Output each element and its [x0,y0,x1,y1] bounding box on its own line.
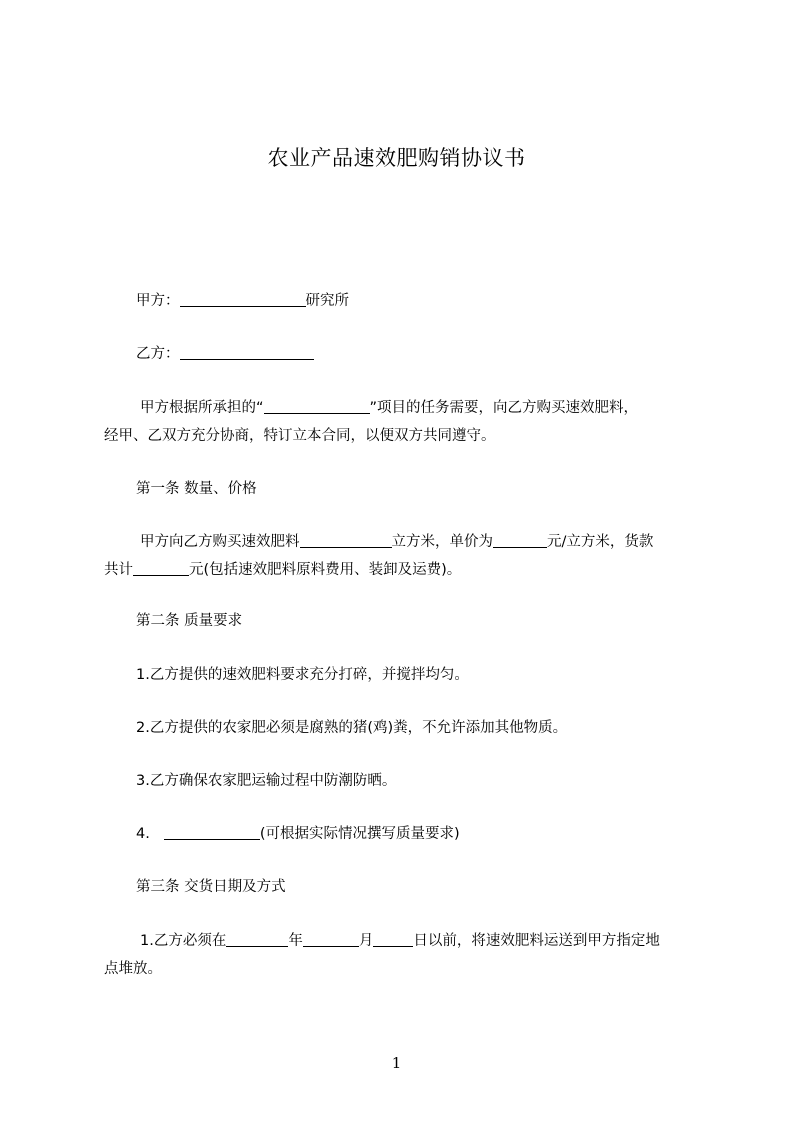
document-title: 农业产品速效肥购销协议书 [267,146,526,170]
party-a-label: 甲方： [136,293,180,309]
article1-heading: 第一条 数量、价格 [136,481,257,497]
article3-text-1: 1.乙方必须在 [140,933,227,949]
article3-text-2: 年 [288,933,303,949]
article1-text-2: 立方米，单价为 [391,534,493,550]
article2-item-4-text: (可根据实际情况撰写质量要求) [259,826,460,842]
article2-item-4 [104,818,736,850]
article2-heading: 第二条 质量要求 [136,613,243,629]
article1-text-3: 元/立方米，货款 [547,534,654,550]
quantity-blank [300,531,392,548]
party-b-label: 乙方： [136,346,180,362]
intro-line-2: 经甲、乙双方充分协商，特订立本合同，以便双方共同遵守。 [104,428,496,444]
article3-text-3: 月 [358,933,374,949]
delivery-year-blank [226,930,288,947]
party-b-name-blank [180,343,314,360]
article2-item-2: 2.乙方提供的农家肥必须是腐熟的猪(鸡)粪，不允许添加其他物质。 [136,720,568,736]
intro-text-2: ”项目的任务需要，向乙方购买速效肥料， [369,400,639,416]
party-a-suffix: 研究所 [305,293,349,309]
article3-line-2: 点堆放。 [104,961,162,977]
article3-heading: 第三条 交货日期及方式 [136,879,286,895]
unit-price-blank [493,531,547,548]
party-a-line [104,285,736,317]
article1-text-4: 共计 [104,562,133,578]
article2-item-4-number: 4. [136,826,150,842]
project-name-blank [264,397,370,414]
delivery-day-blank [373,930,413,947]
intro-text-1: 甲方根据所承担的“ [140,400,264,416]
page-number: 1 [391,1054,402,1072]
article2-item-3: 3.乙方确保农家肥运输过程中防潮防晒。 [136,773,397,789]
article2-item-1: 1.乙方提供的速效肥料要求充分打碎，并搅拌均匀。 [136,667,469,683]
article3-text-4: 日以前，将速效肥料运送到甲方指定地 [413,933,660,949]
delivery-month-blank [303,930,359,947]
article1-text-1: 甲方向乙方购买速效肥料 [140,534,300,550]
article1-line-2 [104,554,704,586]
total-amount-blank [133,559,189,576]
party-a-name-blank [180,290,306,307]
article1-text-5: 元(包括速效肥料原料费用、装卸及运费)。 [189,562,462,578]
party-b-line [104,338,736,370]
quality-requirement-blank [164,823,260,840]
